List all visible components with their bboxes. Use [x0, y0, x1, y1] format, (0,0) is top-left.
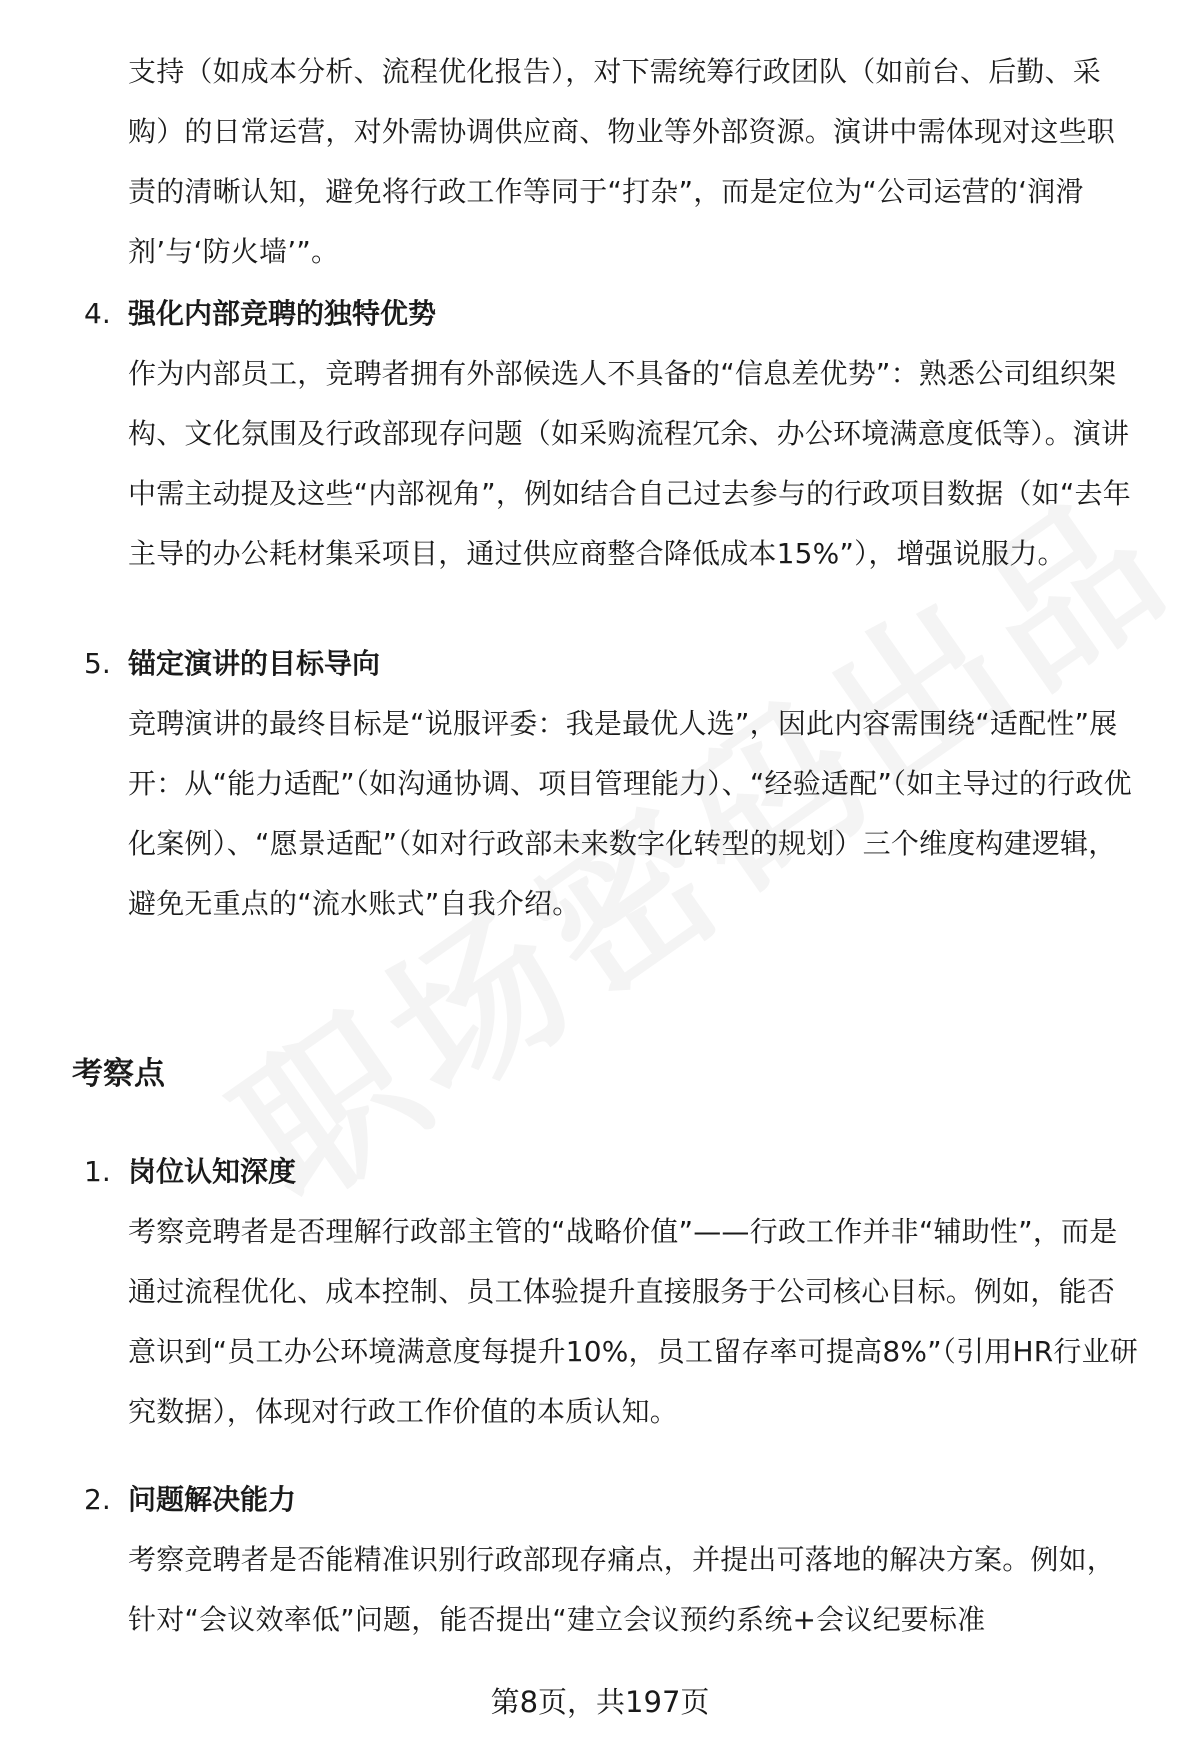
- page-footer: 第8页，共197页: [490, 1685, 710, 1719]
- item-body: 竞聘演讲的最终目标是“说服评委：我是最优人选”，因此内容需围绕“适配性”展开：从“能力适配”（如沟通协调、项目管理能力）、“经验适配”（如主导过的行政优化案例）、“愿景适配”（如对行政部未来数字化转型的规划）三个维度构建逻辑，避免无重点的“流水账式”自我介绍。: [128, 707, 1132, 920]
- item-number: 4.: [84, 297, 111, 330]
- list-item: [0, 1142, 1200, 1442]
- item-number: 2.: [84, 1483, 111, 1516]
- list-item: [0, 284, 1200, 584]
- top-paragraph: 支持（如成本分析、流程优化报告），对下需统筹行政团队（如前台、后勤、采购）的日常运营，对外需协调供应商、物业等外部资源。演讲中需体现对这些职责的清晰认知，避免将行政工作等同于“打杂”，而是定位为“公司运营的‘润滑剂’与‘防火墙’”。: [128, 55, 1116, 268]
- item-body: 作为内部员工，竞聘者拥有外部候选人不具备的“信息差优势”：熟悉公司组织架构、文化氛围及行政部现存问题（如采购流程冗余、办公环境满意度低等）。演讲中需主动提及这些“内部视角”，例如结合自己过去参与的行政项目数据（如“去年主导的办公耗材集采项目，通过供应商整合降低成本15%”），增强说服力。: [128, 357, 1131, 570]
- item-number: 5.: [84, 647, 111, 680]
- list-item: [0, 1470, 1200, 1650]
- item-title: 强化内部竞聘的独特优势: [128, 297, 437, 330]
- section-title: 考察点: [72, 1056, 165, 1092]
- item-body: 考察竞聘者是否能精准识别行政部现存痛点，并提出可落地的解决方案。例如，针对“会议效率低”问题，能否提出“建立会议预约系统+会议纪要标准: [128, 1543, 1116, 1636]
- item-heading: [0, 1142, 1200, 1202]
- item-heading: [0, 1470, 1200, 1530]
- list-item: [0, 634, 1200, 934]
- item-heading: [0, 284, 1200, 344]
- item-heading: [0, 634, 1200, 694]
- item-title: 岗位认知深度: [128, 1155, 297, 1188]
- item-body: 考察竞聘者是否理解行政部主管的“战略价值”——行政工作并非“辅助性”，而是通过流程优化、成本控制、员工体验提升直接服务于公司核心目标。例如，能否意识到“员工办公环境满意度每提升10%，员工留存率可提高8%”（引用HR行业研究数据），体现对行政工作价值的本质认知。: [128, 1215, 1138, 1428]
- item-title: 问题解决能力: [128, 1483, 297, 1516]
- item-title: 锚定演讲的目标导向: [128, 647, 381, 680]
- top-paragraph-block: [0, 42, 1200, 282]
- item-number: 1.: [84, 1155, 111, 1188]
